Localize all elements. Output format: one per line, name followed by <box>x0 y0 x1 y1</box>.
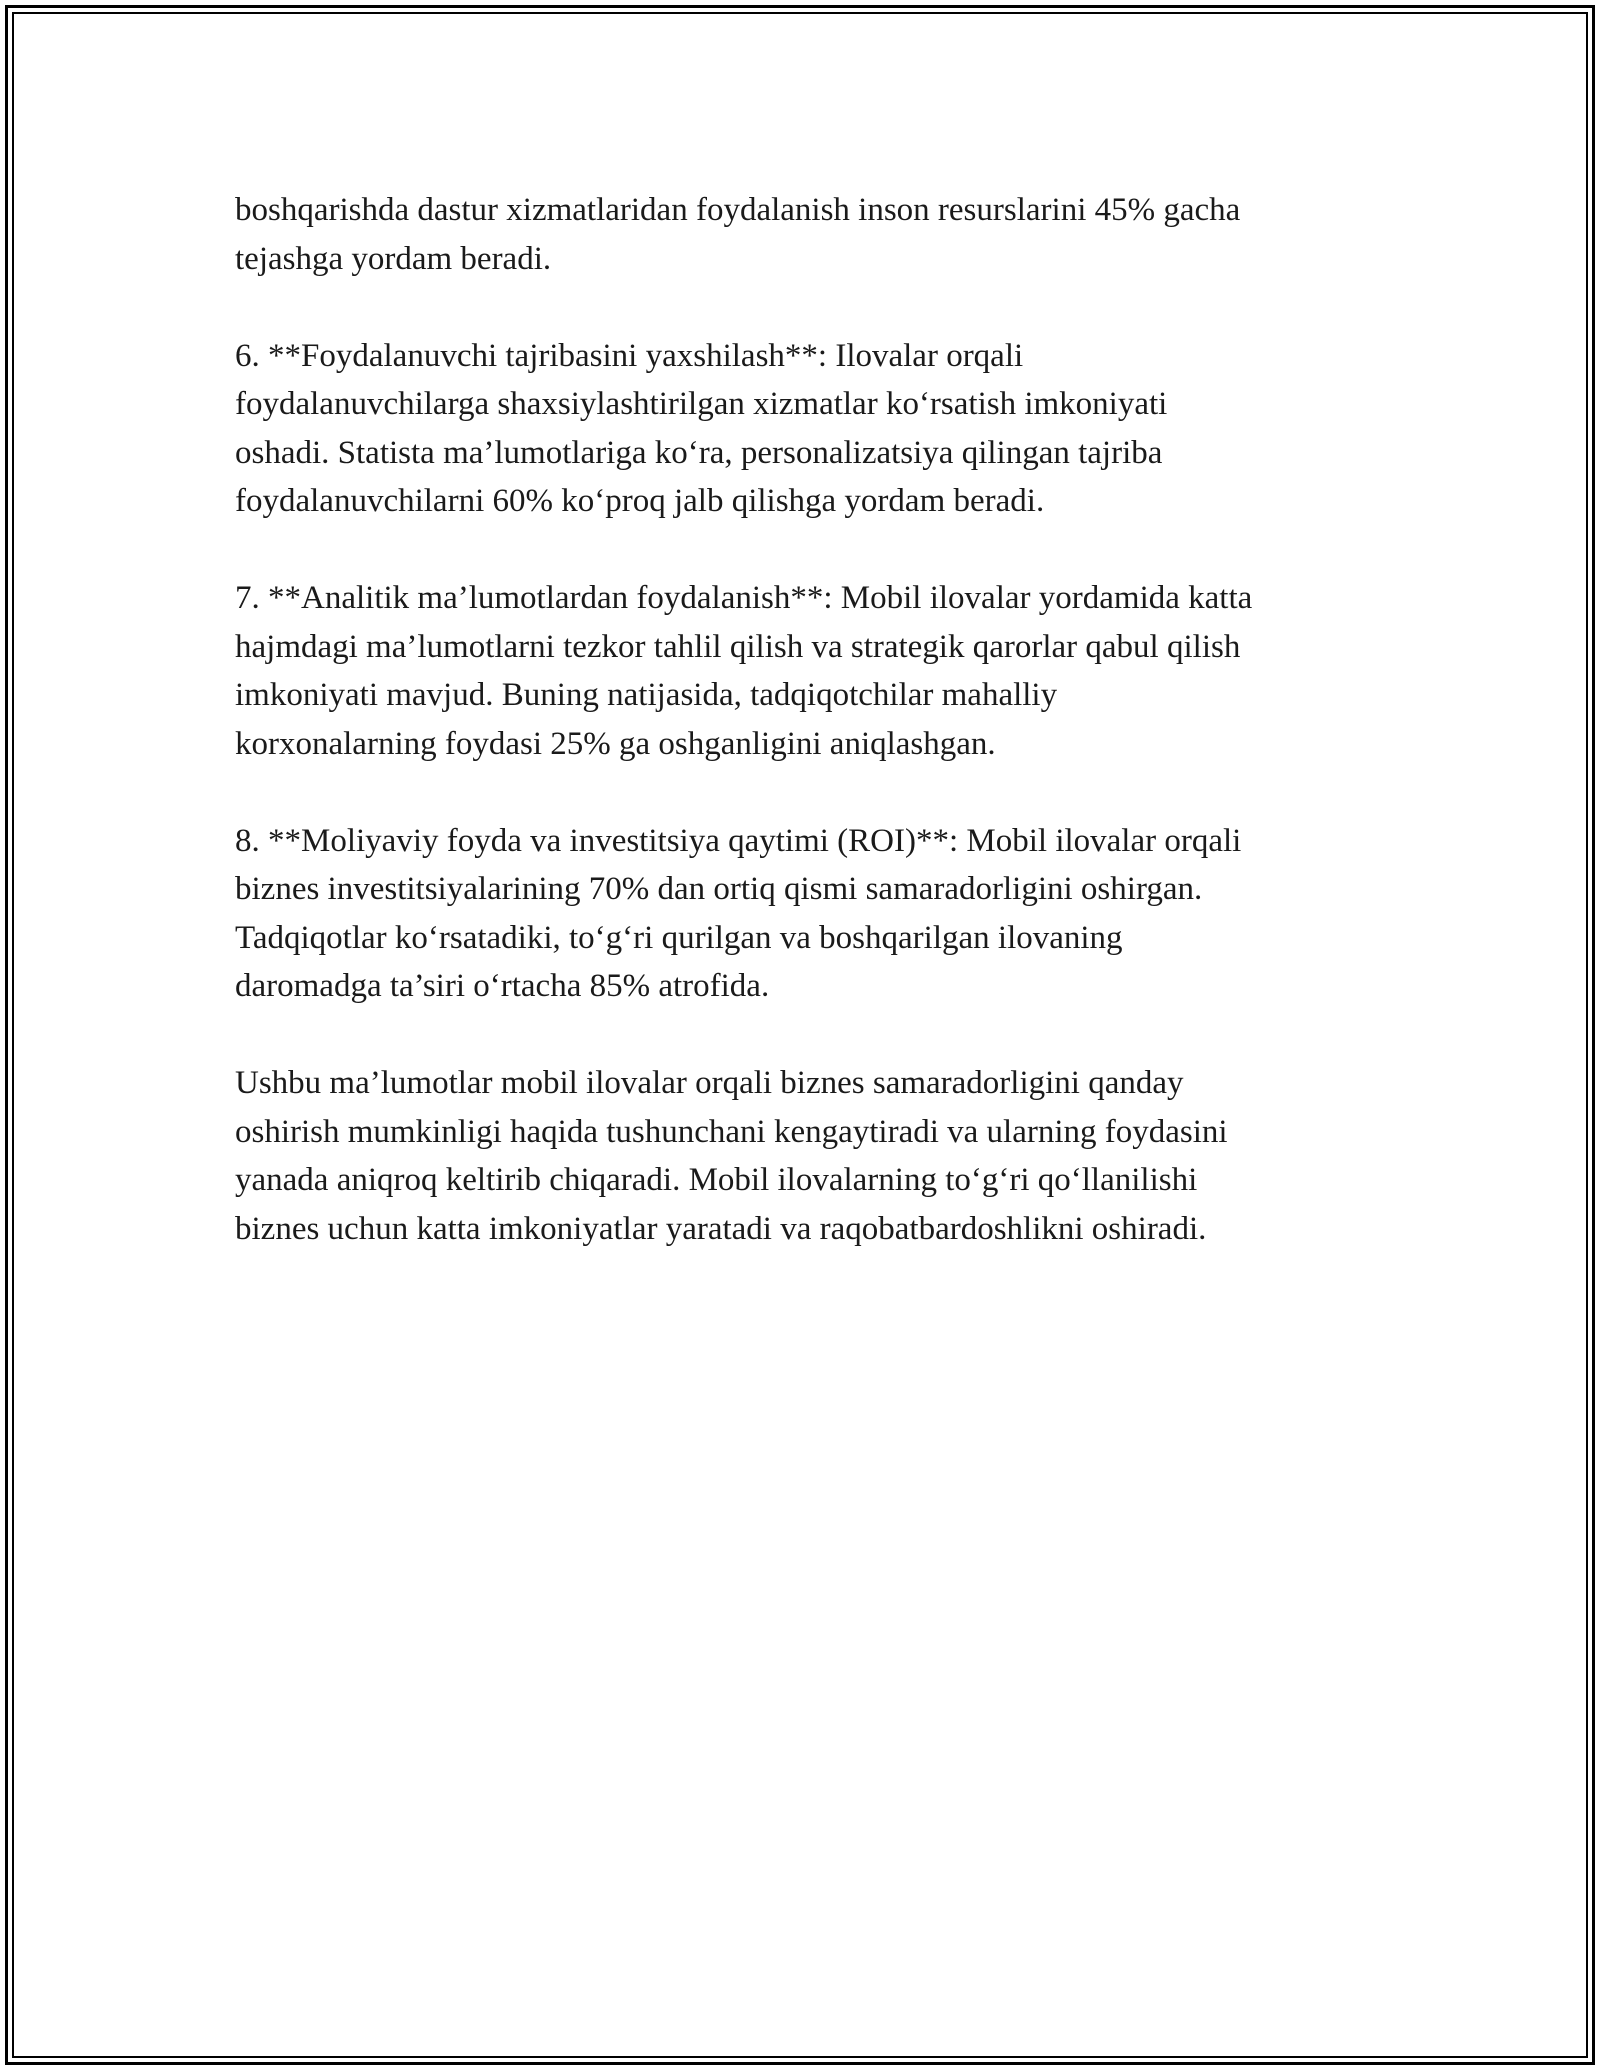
text-line: korxonalarning foydasi 25% ga oshganligini aniqlashgan. <box>235 725 996 762</box>
text-line: Tadqiqotlar ko‘rsatadiki, to‘g‘ri qurilgan va boshqarilgan ilovaning <box>235 919 1123 956</box>
text-line: 8. **Moliyaviy foyda va investitsiya qaytimi (ROI)**: Mobil ilovalar orqali <box>235 822 1242 859</box>
text-line: 6. **Foydalanuvchi tajribasini yaxshilash**: Ilovalar orqali <box>235 337 1024 374</box>
text-line: imkoniyati mavjud. Buning natijasida, tadqiqotchilar mahalliy <box>235 677 1058 713</box>
paragraph-item-6 <box>235 332 1385 526</box>
text-line: oshirish mumkinligi haqida tushunchani kengaytiradi va ularning foydasini <box>235 1113 1228 1150</box>
text-line: yanada aniqroq keltirib chiqaradi. Mobil ilovalarning to‘g‘ri qo‘llanilishi <box>235 1162 1198 1198</box>
text-line: foydalanuvchilarga shaxsiylashtirilgan xizmatlar ko‘rsatish imkoniyati <box>235 386 1168 422</box>
text-line: 7. **Analitik ma’lumotlardan foydalanish**: Mobil ilovalar yordamida katta <box>235 580 1253 616</box>
paragraph-continuation <box>235 186 1385 283</box>
text-line: boshqarishda dastur xizmatlaridan foydalanish inson resurslarini 45% gacha <box>235 192 1241 228</box>
text-line: biznes investitsiyalarining 70% dan ortiq qismi samaradorligini oshirgan. <box>235 871 1203 907</box>
text-line: tejashga yordam beradi. <box>235 240 552 277</box>
text-line: daromadga ta’siri o‘rtacha 85% atrofida. <box>235 968 770 1004</box>
text-line: hajmdagi ma’lumotlarni tezkor tahlil qilish va strategik qarorlar qabul qilish <box>235 628 1241 665</box>
paragraph-item-7 <box>235 574 1385 768</box>
paragraph-conclusion <box>235 1059 1385 1253</box>
text-line: biznes uchun katta imkoniyatlar yaratadi va raqobatbardoshlikni oshiradi. <box>235 1210 1207 1247</box>
text-line: oshadi. Statista ma’lumotlariga ko‘ra, personalizatsiya qilingan tajriba <box>235 434 1163 471</box>
text-line: Ushbu ma’lumotlar mobil ilovalar orqali biznes samaradorligini qanday <box>235 1065 1184 1101</box>
paragraph-item-8 <box>235 817 1385 1011</box>
document-body <box>235 186 1385 1302</box>
text-line: foydalanuvchilarni 60% ko‘proq jalb qilishga yordam beradi. <box>235 483 1045 519</box>
